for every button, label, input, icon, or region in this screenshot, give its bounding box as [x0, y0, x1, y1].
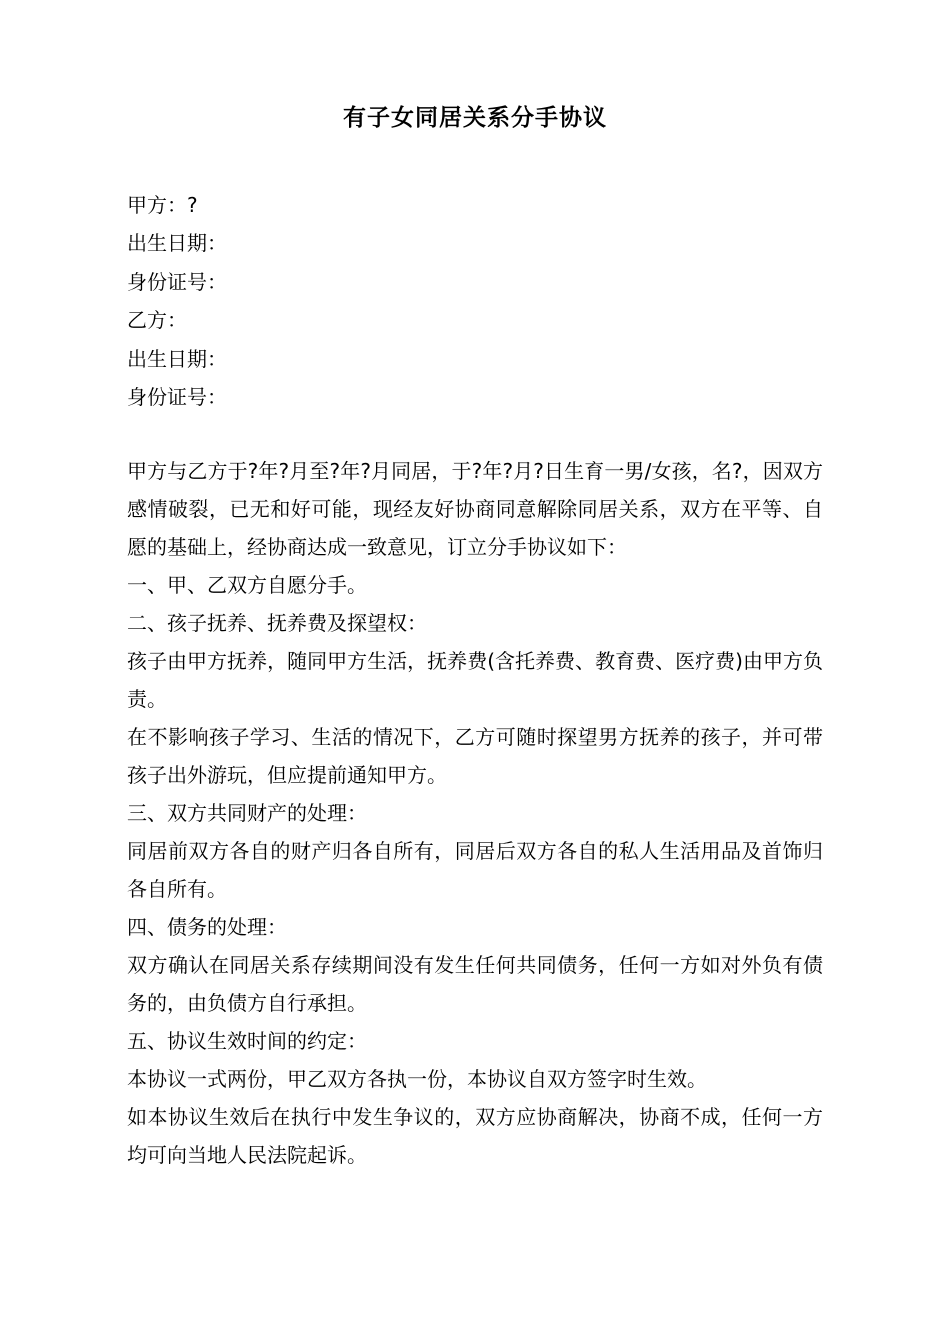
section-5-paragraph-2: 如本协议生效后在执行中发生争议的，双方应协商解决，协商不成，任何一方均可向当地人民法院起诉。	[127, 1105, 823, 1167]
party-a-id-number: 身份证号：	[127, 269, 227, 294]
intro-paragraph: 甲方与乙方于?年?月至?年?月同居，于?年?月?日生育一男/女孩，名?，因双方感情破裂，已无和好可能，现经友好协商同意解除同居关系，双方在平等、自愿的基础上，经协商达成一致意见，订立分手协议如下：	[127, 459, 823, 559]
section-3-heading: 三、双方共同财产的处理：	[127, 801, 367, 825]
section-2-heading: 二、孩子抚养、抚养费及探望权：	[127, 611, 427, 635]
document-title: 有子女同居关系分手协议	[343, 105, 607, 131]
party-b-birth-date: 出生日期：	[127, 346, 227, 371]
party-b-name: 乙方：	[127, 308, 187, 333]
party-a-name: 甲方：?	[127, 193, 198, 217]
party-b-id-number: 身份证号：	[127, 384, 227, 409]
section-4-heading: 四、债务的处理：	[127, 915, 287, 939]
party-info-block	[127, 186, 827, 416]
agreement-body	[127, 452, 823, 1174]
section-1-heading: 一、甲、乙双方自愿分手。	[127, 573, 367, 597]
section-2-paragraph-1: 孩子由甲方抚养，随同甲方生活，抚养费(含托养费、教育费、医疗费)由甲方负责。	[127, 649, 823, 711]
section-5-heading: 五、协议生效时间的约定：	[127, 1029, 367, 1053]
section-3-paragraph-1: 同居前双方各自的财产归各自所有，同居后双方各自的私人生活用品及首饰归各自所有。	[127, 839, 823, 901]
section-2-paragraph-2: 在不影响孩子学习、生活的情况下，乙方可随时探望男方抚养的孩子，并可带孩子出外游玩，但应提前通知甲方。	[127, 725, 823, 787]
section-5-paragraph-1: 本协议一式两份，甲乙双方各执一份，本协议自双方签字时生效。	[127, 1067, 707, 1091]
section-4-paragraph-1: 双方确认在同居关系存续期间没有发生任何共同债务，任何一方如对外负有债务的，由负债方自行承担。	[127, 953, 823, 1015]
party-a-birth-date: 出生日期：	[127, 231, 227, 256]
